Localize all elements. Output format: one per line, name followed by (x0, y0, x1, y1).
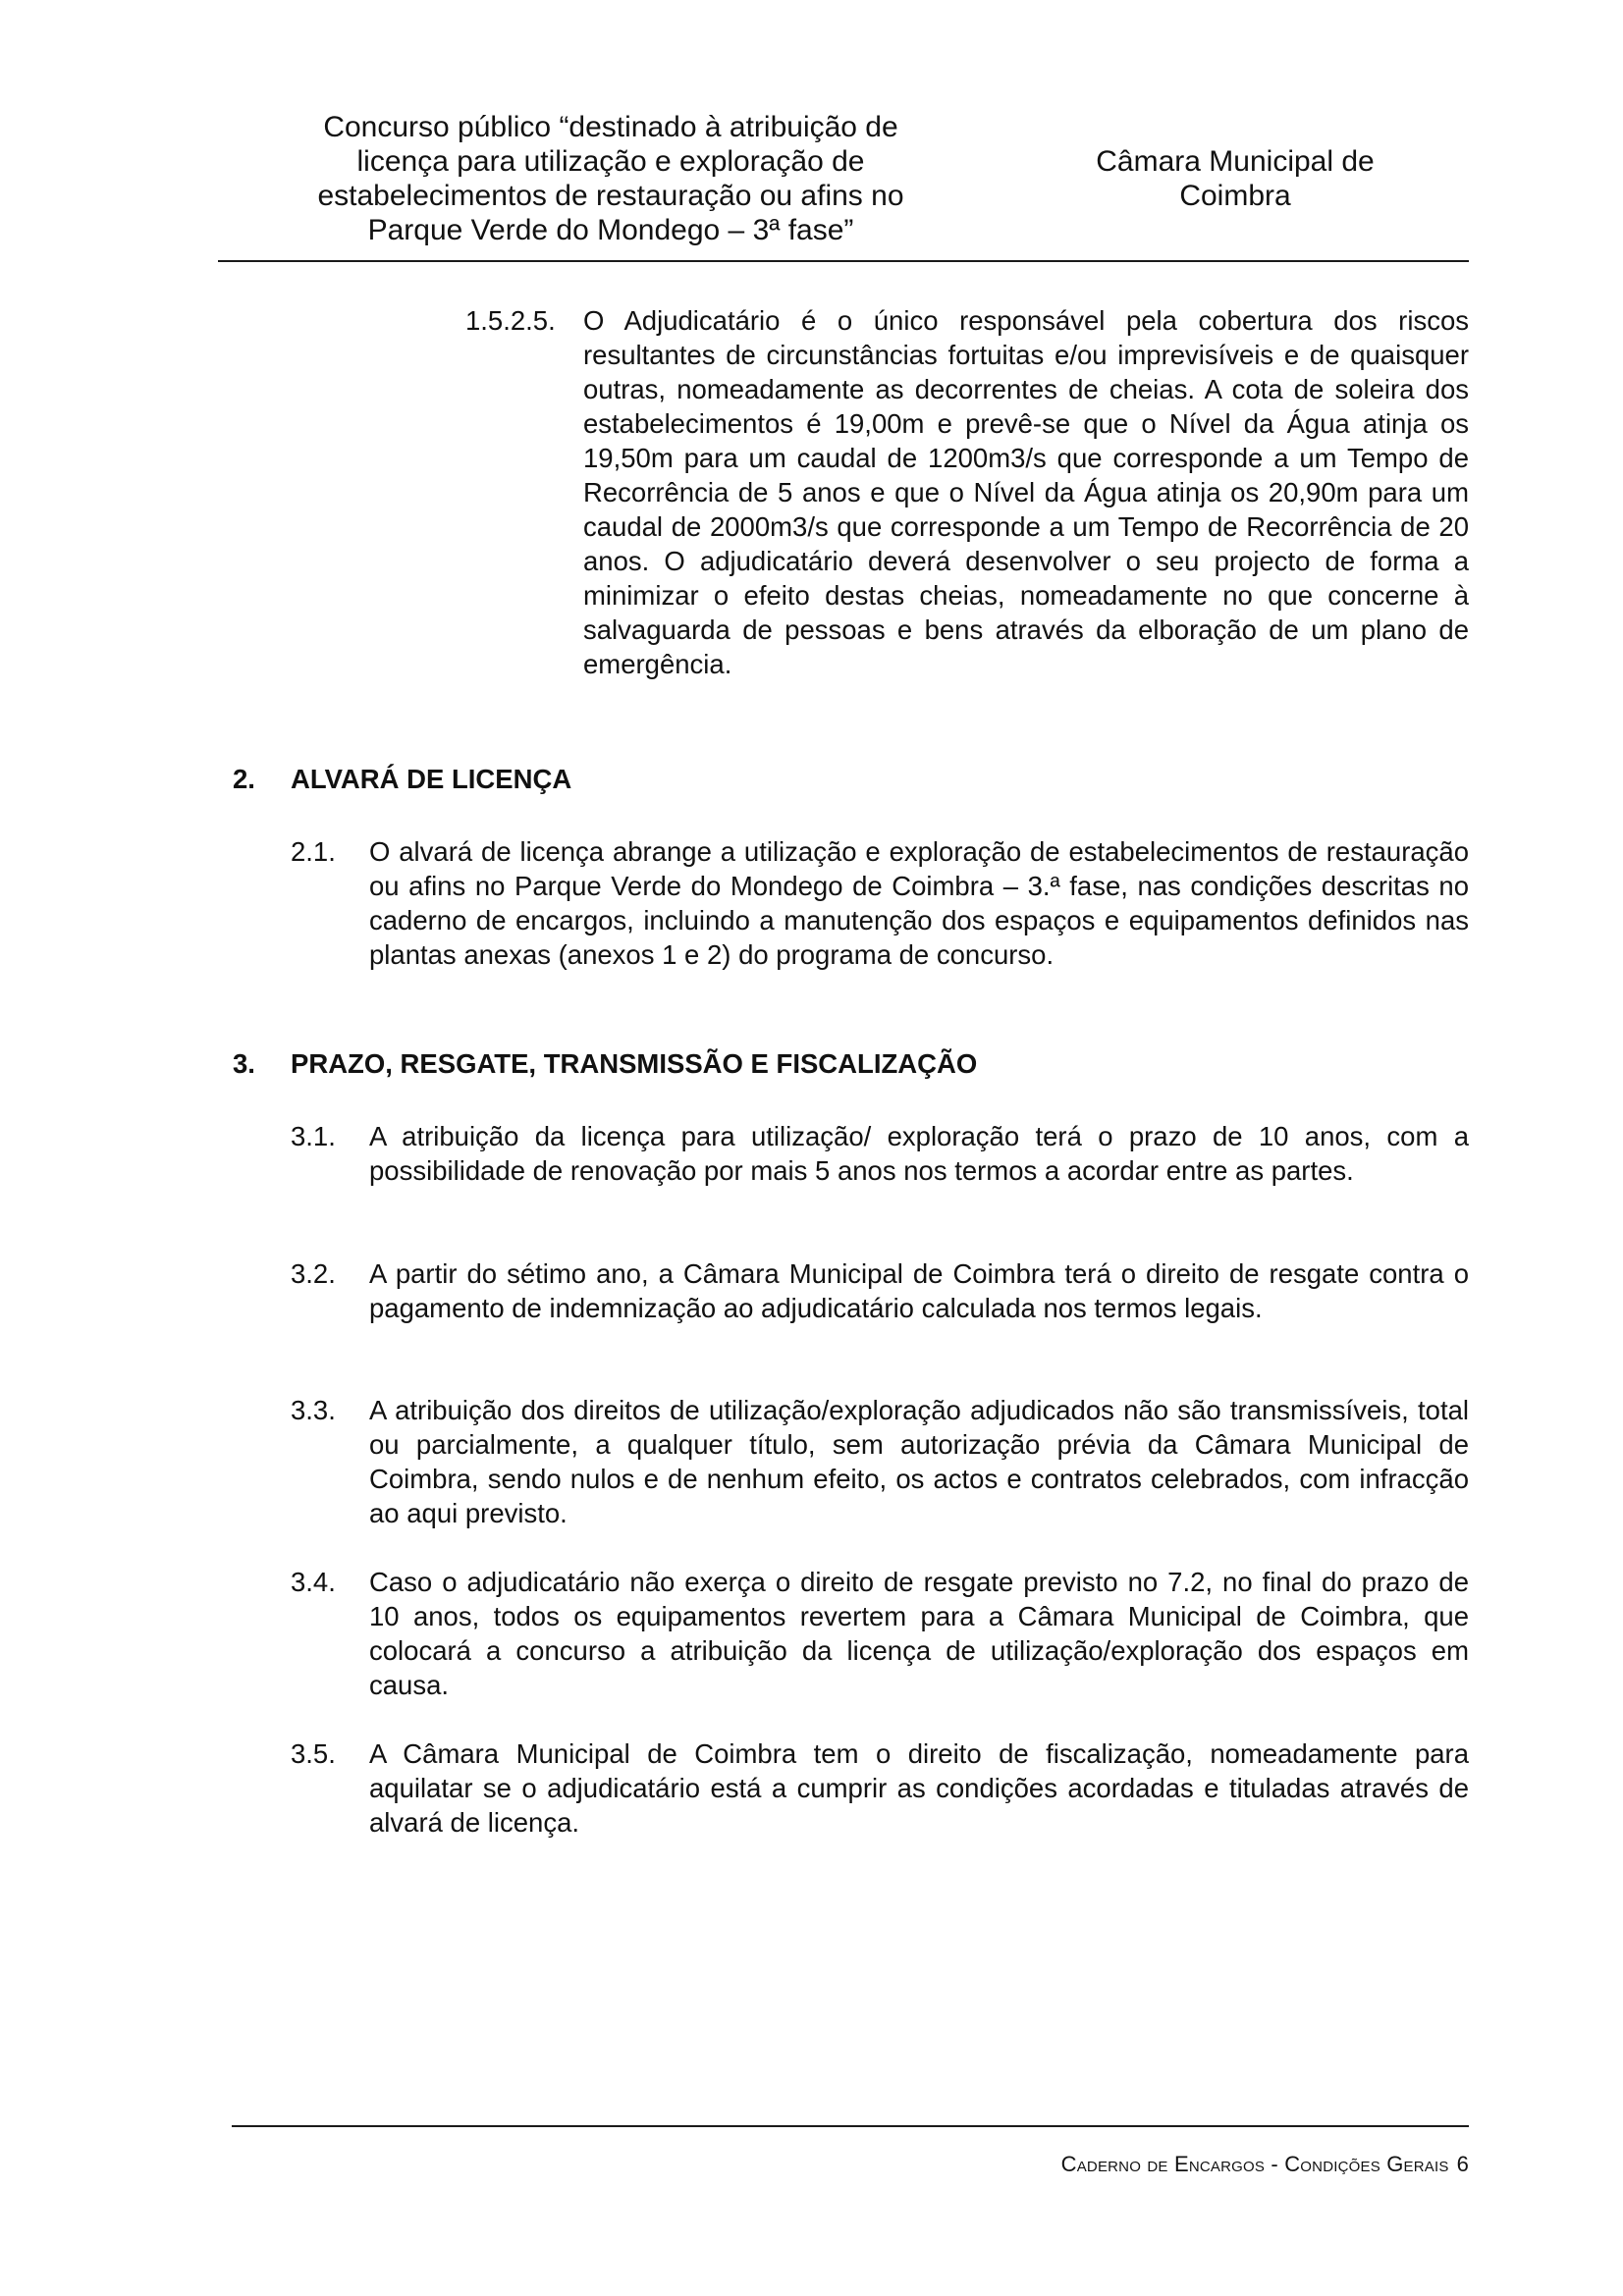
clause-number: 1.5.2.5. (465, 305, 556, 336)
clause-number: 3.1. (291, 1121, 336, 1151)
issuer-name (1062, 144, 1408, 213)
clause-text: A atribuição dos direitos de utilização/exploração adjudicados não são transmissíveis, total ou parcialmente, a qualquer título, sem autorização prévia da Câmara Municipal de Coimbra, sendo nulos e de nenhum efeito, os actos e contratos celebrados, com infracção ao aqui previsto. (369, 1395, 1469, 1528)
document-title-line: licença para utilização e exploração de (356, 145, 865, 178)
section-title: ALVARÁ DE LICENÇA (291, 764, 572, 794)
page-header (218, 110, 1469, 261)
page-number: 6 (1456, 2152, 1469, 2176)
clause-number: 3.2. (291, 1258, 336, 1289)
issuer-name-line: Coimbra (1179, 180, 1291, 212)
clause-number: 2.1. (291, 836, 336, 867)
footer-divider (232, 2125, 1469, 2127)
footer-label: Caderno de Encargos - Condições Gerais (1060, 2152, 1449, 2176)
issuer-name-line: Câmara Municipal de (1096, 145, 1375, 178)
section-number: 2. (233, 764, 255, 794)
document-title-line: Concurso público “destinado à atribuição de (323, 111, 898, 143)
clause-number: 3.4. (291, 1567, 336, 1597)
clause-number: 3.5. (291, 1738, 336, 1769)
document-title-line: estabelecimentos de restauração ou afins no (317, 180, 904, 212)
section-title: PRAZO, RESGATE, TRANSMISSÃO E FISCALIZAÇÃO (291, 1048, 978, 1079)
section-number: 3. (233, 1048, 255, 1079)
clause-number: 3.3. (291, 1395, 336, 1425)
page-footer (1061, 2152, 1469, 2177)
document-title-line: Parque Verde do Mondego – 3ª fase” (367, 214, 854, 246)
clause-text: Caso o adjudicatário não exerça o direito de resgate previsto no 7.2, no final do prazo de 10 anos, todos os equipamentos revertem para a Câmara Municipal de Coimbra, que colocará a concurso a atribuição da licença de utilização/exploração dos espaços em causa. (369, 1567, 1469, 1700)
clause-text: A atribuição da licença para utilização/ exploração terá o prazo de 10 anos, com a possibilidade de renovação por mais 5 anos nos termos a acordar entre as partes. (369, 1121, 1469, 1186)
document-title (218, 110, 1003, 247)
clause-text: O alvará de licença abrange a utilização e exploração de estabelecimentos de restauração ou afins no Parque Verde do Mondego de Coimbra – 3.ª fase, nas condições descritas no caderno de encargos, incluindo a manutenção dos espaços e equipamentos definidos nas plantas anexas (anexos 1 e 2) do programa de concurso. (369, 836, 1469, 970)
clause-text: O Adjudicatário é o único responsável pela cobertura dos riscos resultantes de circunstâncias fortuitas e/ou imprevisíveis e de quaisquer outras, nomeadamente as decorrentes de cheias. A cota de soleira dos estabelecimentos é 19,00m e prevê-se que o Nível da Água atinja os 19,50m para um caudal de 1200m3/s que corresponde a um Tempo de Recorrência de 5 anos e que o Nível da Água atinja os 20,90m para um caudal de 2000m3/s que corresponde a um Tempo de Recorrência de 20 anos. O adjudicatário deverá desenvolver o seu projecto de forma a minimizar o efeito destas cheias, nomeadamente no que concerne à salvaguarda de pessoas e bens através da elboração de um plano de emergência. (583, 305, 1469, 679)
clause-text: A Câmara Municipal de Coimbra tem o direito de fiscalização, nomeadamente para aquilatar se o adjudicatário está a cumprir as condições acordadas e tituladas através de alvará de licença. (369, 1738, 1469, 1838)
header-divider (218, 260, 1469, 262)
clause-text: A partir do sétimo ano, a Câmara Municipal de Coimbra terá o direito de resgate contra o pagamento de indemnização ao adjudicatário calculada nos termos legais. (369, 1258, 1469, 1323)
